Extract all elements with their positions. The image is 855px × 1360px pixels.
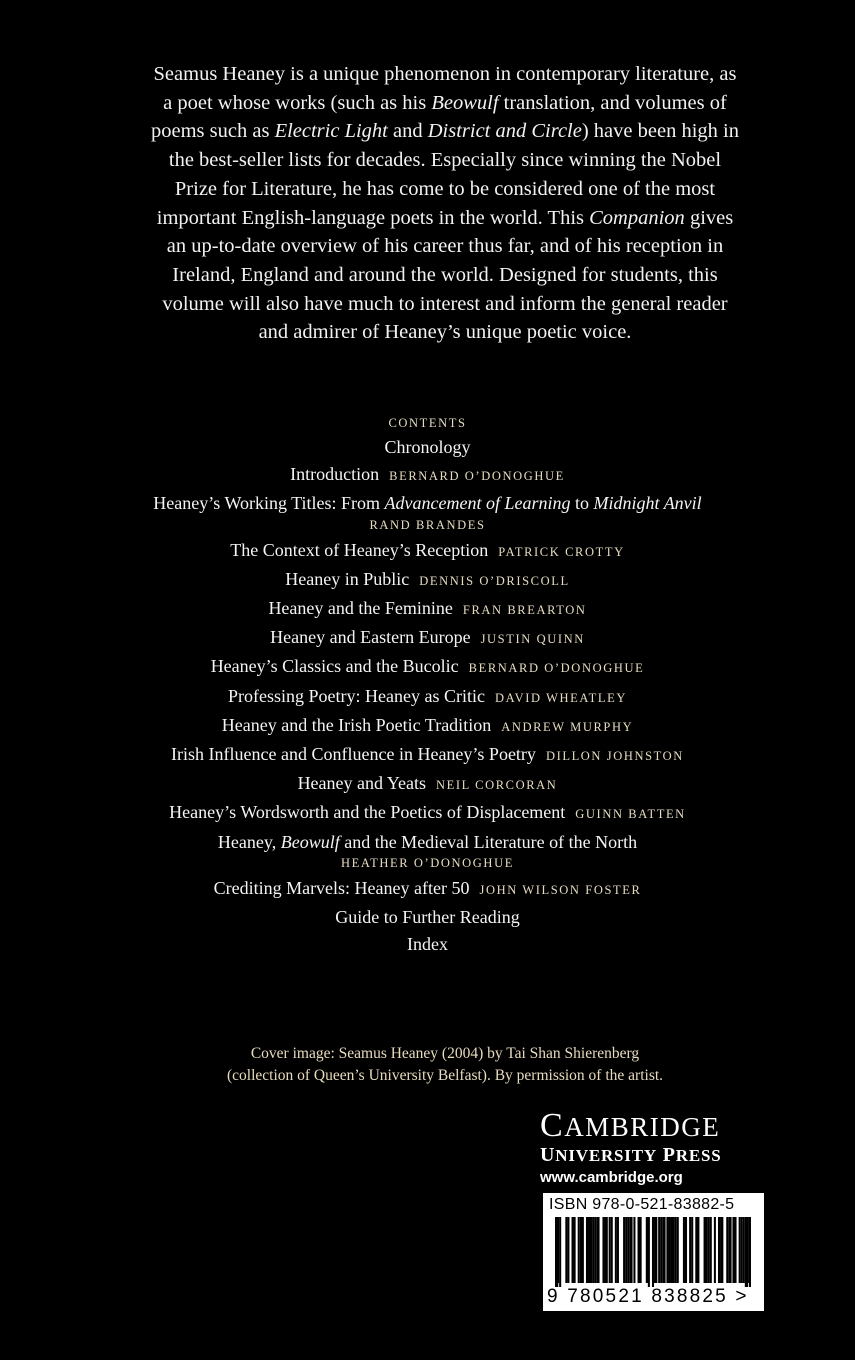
barcode-bar bbox=[611, 1217, 613, 1283]
entry-title: Heaney in Public bbox=[285, 568, 410, 589]
blurb-text: ) have been high in the best-seller lists for decades. Especially since winning the Nobel Prize for Literature, he has come to be considered one of the most important English-language poets in the world. This bbox=[156, 120, 739, 229]
barcode-bar bbox=[586, 1217, 588, 1283]
barcode-bar bbox=[627, 1217, 629, 1283]
entry-title: Heaney’s Wordsworth and the Poetics of Displacement bbox=[169, 802, 566, 823]
contents-entry bbox=[60, 712, 795, 741]
isbn-barcode bbox=[543, 1193, 764, 1311]
barcode-bar bbox=[726, 1217, 728, 1283]
barcode-bar bbox=[708, 1217, 710, 1283]
publisher-press: UNIVERSITY PRESS bbox=[540, 1144, 722, 1166]
entry-author: FRAN BREARTON bbox=[462, 603, 587, 618]
barcode-bar bbox=[559, 1217, 561, 1287]
blurb-italic-title: District and Circle bbox=[427, 120, 582, 143]
barcode-bar bbox=[574, 1217, 576, 1283]
contents-entry bbox=[60, 741, 795, 770]
entry-title: Index bbox=[407, 934, 448, 955]
barcode-bar bbox=[594, 1217, 596, 1283]
contents-entry bbox=[60, 829, 795, 856]
entry-author: ANDREW MURPHY bbox=[501, 719, 634, 734]
contents-entry bbox=[60, 904, 795, 931]
entry-title: Heaney’s Working Titles: From bbox=[153, 493, 385, 514]
barcode-bar bbox=[605, 1217, 608, 1283]
blurb-text: Seamus Heaney is a unique phenomenon in contemporary literature, as a poet whose works (such as his bbox=[153, 63, 737, 114]
barcode-bar bbox=[685, 1217, 687, 1283]
entry-author: PATRICK CROTTY bbox=[498, 544, 625, 559]
barcode-bar bbox=[710, 1217, 712, 1283]
barcode-bar bbox=[714, 1217, 716, 1283]
contents-entry bbox=[60, 624, 795, 653]
barcode-bar bbox=[602, 1217, 604, 1283]
blurb-italic-title: Companion bbox=[589, 206, 685, 229]
barcode-bar bbox=[683, 1217, 685, 1283]
entry-title: Heaney and the Irish Poetic Tradition bbox=[221, 714, 492, 735]
barcode-bar bbox=[660, 1217, 662, 1283]
barcode-bar bbox=[565, 1217, 567, 1283]
entry-author: JUSTIN QUINN bbox=[480, 632, 585, 647]
entry-author: DAVID WHEATLEY bbox=[494, 690, 627, 705]
barcode-bar bbox=[732, 1217, 734, 1283]
publisher-logo bbox=[540, 1108, 770, 1188]
barcode-bar bbox=[691, 1217, 693, 1283]
entry-author: HEATHER O’DONOGHUE bbox=[341, 855, 514, 870]
entry-title: Irish Influence and Confluence in Heaney’s Poetry bbox=[171, 744, 536, 765]
entry-title: Guide to Further Reading bbox=[335, 907, 520, 928]
entry-title: Heaney, bbox=[217, 831, 281, 852]
barcode-bar bbox=[567, 1217, 569, 1283]
contents-entry bbox=[60, 595, 795, 624]
barcode-bar bbox=[590, 1217, 592, 1283]
barcode-bar bbox=[673, 1217, 675, 1283]
entry-author: GUINN BATTEN bbox=[575, 807, 686, 822]
contents-entry bbox=[60, 653, 795, 682]
barcode-bar bbox=[640, 1217, 642, 1283]
barcode-bar bbox=[617, 1217, 619, 1283]
blurb-text: and bbox=[387, 120, 428, 143]
isbn-label: ISBN 978-0-521-83882-5 bbox=[549, 1196, 735, 1213]
contents-entry bbox=[60, 434, 795, 461]
cover-credit-line2: (collection of Queen’s University Belfast). By permission of the artist. bbox=[226, 1066, 664, 1084]
entry-title: Beowulf bbox=[280, 831, 340, 852]
barcode-bar bbox=[718, 1217, 720, 1283]
barcode-bar bbox=[741, 1217, 743, 1283]
barcode-bar bbox=[749, 1217, 751, 1287]
barcode-bar bbox=[658, 1217, 660, 1283]
entry-title: Heaney and the Feminine bbox=[268, 598, 453, 619]
barcode-bar bbox=[648, 1217, 650, 1287]
barcode-bar bbox=[578, 1217, 580, 1283]
entry-title: Crediting Marvels: Heaney after 50 bbox=[213, 877, 470, 898]
entry-title: Heaney and Eastern Europe bbox=[270, 627, 471, 648]
entry-author: RAND BRANDES bbox=[369, 517, 486, 532]
blurb-text: translation, and volumes of poems such as bbox=[151, 91, 727, 143]
contents-entry bbox=[60, 799, 795, 828]
barcode-bar bbox=[582, 1217, 584, 1283]
blurb-paragraph bbox=[150, 60, 740, 347]
contents-heading: CONTENTS bbox=[388, 416, 467, 430]
entry-title: Advancement of Learning bbox=[384, 493, 571, 514]
barcode-bar bbox=[739, 1217, 741, 1283]
entry-author: DENNIS O’DRISCOLL bbox=[419, 573, 570, 588]
entry-title: Professing Poetry: Heaney as Critic bbox=[228, 685, 485, 706]
entry-title: Chronology bbox=[384, 437, 471, 457]
entry-title: and the Medieval Literature of the North bbox=[339, 831, 638, 852]
barcode-bar bbox=[728, 1217, 731, 1283]
barcode-bar bbox=[706, 1217, 708, 1283]
entry-author: BERNARD O’DONOGHUE bbox=[468, 661, 645, 676]
barcode-bar bbox=[615, 1217, 617, 1283]
contents-entries bbox=[60, 434, 795, 958]
entry-title: Introduction bbox=[290, 464, 380, 485]
barcode-bar bbox=[747, 1217, 749, 1283]
contents-entry bbox=[60, 770, 795, 799]
entry-title: Heaney’s Classics and the Bucolic bbox=[210, 656, 459, 677]
barcode-bars bbox=[555, 1217, 751, 1287]
entry-title: The Context of Heaney’s Reception bbox=[230, 539, 489, 560]
barcode-bar bbox=[668, 1217, 670, 1283]
entry-author: DILLON JOHNSTON bbox=[545, 749, 684, 764]
entry-title: to bbox=[570, 493, 594, 514]
contents-entry bbox=[60, 461, 795, 490]
barcode-bar bbox=[734, 1217, 736, 1283]
contents-entry bbox=[60, 537, 795, 566]
barcode-digits: 9 780521 838825 > bbox=[547, 1286, 749, 1307]
barcode-bar bbox=[592, 1217, 594, 1283]
cover-credit bbox=[150, 1043, 740, 1086]
barcode-bar bbox=[720, 1217, 723, 1283]
barcode-bar bbox=[633, 1217, 635, 1283]
entry-author: BERNARD O’DONOGHUE bbox=[389, 469, 565, 484]
entry-author: NEIL CORCORAN bbox=[436, 778, 558, 793]
contents-entry bbox=[60, 875, 795, 904]
contents-entry bbox=[60, 490, 795, 517]
blurb-italic-title: Beowulf bbox=[431, 91, 499, 114]
publisher-url: www.cambridge.org bbox=[540, 1169, 683, 1186]
barcode-bar bbox=[652, 1217, 654, 1287]
barcode-bar bbox=[623, 1217, 625, 1283]
barcode-bar bbox=[675, 1217, 677, 1283]
blurb-text: gives an up-to-date overview of his career thus far, and of his reception in Ireland, England and around the world. Designed for students, this volume will also have much to interest and inform the general reader and admirer of Heaney’s unique poetic voice. bbox=[162, 206, 734, 344]
barcode-bar bbox=[677, 1217, 679, 1283]
barcode-bar bbox=[654, 1217, 657, 1283]
barcode-bar bbox=[557, 1217, 559, 1283]
entry-author: JOHN WILSON FOSTER bbox=[479, 882, 642, 897]
contents-list bbox=[60, 412, 795, 958]
barcode-bar bbox=[743, 1217, 745, 1283]
entry-title: Midnight Anvil bbox=[593, 493, 702, 514]
barcode-bar bbox=[609, 1217, 611, 1283]
barcode-bar bbox=[689, 1217, 691, 1283]
contents-entry bbox=[60, 566, 795, 595]
barcode-bar bbox=[697, 1217, 699, 1283]
barcode-bar bbox=[625, 1217, 627, 1283]
contents-entry bbox=[60, 931, 795, 958]
blurb-italic-title: Electric Light bbox=[274, 120, 388, 143]
barcode-bar bbox=[629, 1217, 632, 1283]
cover-credit-line1: Cover image: Seamus Heaney (2004) by Tai Shan Shierenberg bbox=[250, 1045, 640, 1062]
entry-title: Heaney and Yeats bbox=[297, 773, 427, 794]
barcode-bar bbox=[596, 1217, 599, 1283]
barcode-bar bbox=[666, 1217, 668, 1283]
contents-entry bbox=[60, 683, 795, 712]
barcode-bar bbox=[662, 1217, 665, 1283]
publisher-name: CAMBRIDGE bbox=[540, 1107, 721, 1144]
